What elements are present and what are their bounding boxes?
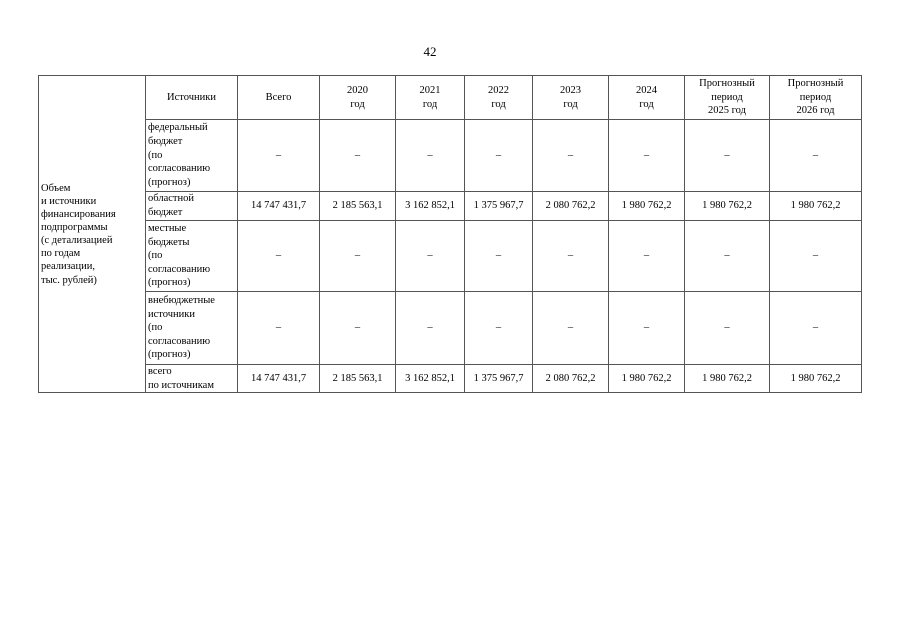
value-cell: – (533, 292, 609, 365)
value-cell: – (770, 292, 862, 365)
table-header-row (39, 76, 862, 120)
source-cell: местные бюджеты (по согласованию (прогноз) (146, 221, 238, 292)
value-cell: 1 375 967,7 (465, 192, 533, 221)
table-left-label (39, 76, 146, 393)
header-cell: 2020 год (320, 76, 396, 120)
value-cell: 14 747 431,7 (238, 192, 320, 221)
value-cell: – (396, 221, 465, 292)
header-cell: 2021 год (396, 76, 465, 120)
value-cell: – (685, 221, 770, 292)
value-cell: 1 375 967,7 (465, 365, 533, 393)
value-cell: 1 980 762,2 (609, 365, 685, 393)
value-cell: – (320, 221, 396, 292)
value-cell: – (465, 292, 533, 365)
value-cell: – (465, 120, 533, 192)
value-cell: – (685, 292, 770, 365)
source-cell: всего по источникам (146, 365, 238, 393)
header-cell: Всего (238, 76, 320, 120)
value-cell: – (609, 292, 685, 365)
value-cell: 1 980 762,2 (770, 365, 862, 393)
source-cell: федеральный бюджет (по согласованию (прогноз) (146, 120, 238, 192)
header-cell: 2022 год (465, 76, 533, 120)
value-cell: – (320, 292, 396, 365)
table-row-total (39, 365, 862, 393)
value-cell: – (238, 292, 320, 365)
value-cell: – (396, 120, 465, 192)
page-number: 42 (423, 44, 437, 59)
value-cell: 3 162 852,1 (396, 192, 465, 221)
value-cell: – (609, 221, 685, 292)
value-cell: – (465, 221, 533, 292)
value-cell: – (770, 221, 862, 292)
value-cell: 1 980 762,2 (685, 192, 770, 221)
header-cell: 2024 год (609, 76, 685, 120)
value-cell: – (770, 120, 862, 192)
table-row (39, 192, 862, 221)
left-label-text: Объем и источники финансирования подпрограммы (с детализацией по годам реализации, тыс. рублей) (41, 182, 116, 286)
value-cell: – (396, 292, 465, 365)
table-row (39, 120, 862, 192)
value-cell: 14 747 431,7 (238, 365, 320, 393)
value-cell: 2 080 762,2 (533, 365, 609, 393)
table-row (39, 292, 862, 365)
header-cell: Прогнозный период 2026 год (770, 76, 862, 120)
source-cell: внебюджетные источники (по согласованию (прогноз) (146, 292, 238, 365)
value-cell: 1 980 762,2 (609, 192, 685, 221)
source-cell: областной бюджет (146, 192, 238, 221)
value-cell: 3 162 852,1 (396, 365, 465, 393)
financing-table (38, 75, 862, 393)
value-cell: – (238, 221, 320, 292)
value-cell: – (533, 120, 609, 192)
value-cell: – (609, 120, 685, 192)
header-cell: Прогнозный период 2025 год (685, 76, 770, 120)
table-row (39, 221, 862, 292)
value-cell: 2 080 762,2 (533, 192, 609, 221)
value-cell: 2 185 563,1 (320, 192, 396, 221)
value-cell: – (533, 221, 609, 292)
header-cell: 2023 год (533, 76, 609, 120)
value-cell: 1 980 762,2 (770, 192, 862, 221)
value-cell: – (320, 120, 396, 192)
value-cell: 2 185 563,1 (320, 365, 396, 393)
value-cell: – (685, 120, 770, 192)
value-cell: – (238, 120, 320, 192)
header-cell: Источники (146, 76, 238, 120)
value-cell: 1 980 762,2 (685, 365, 770, 393)
